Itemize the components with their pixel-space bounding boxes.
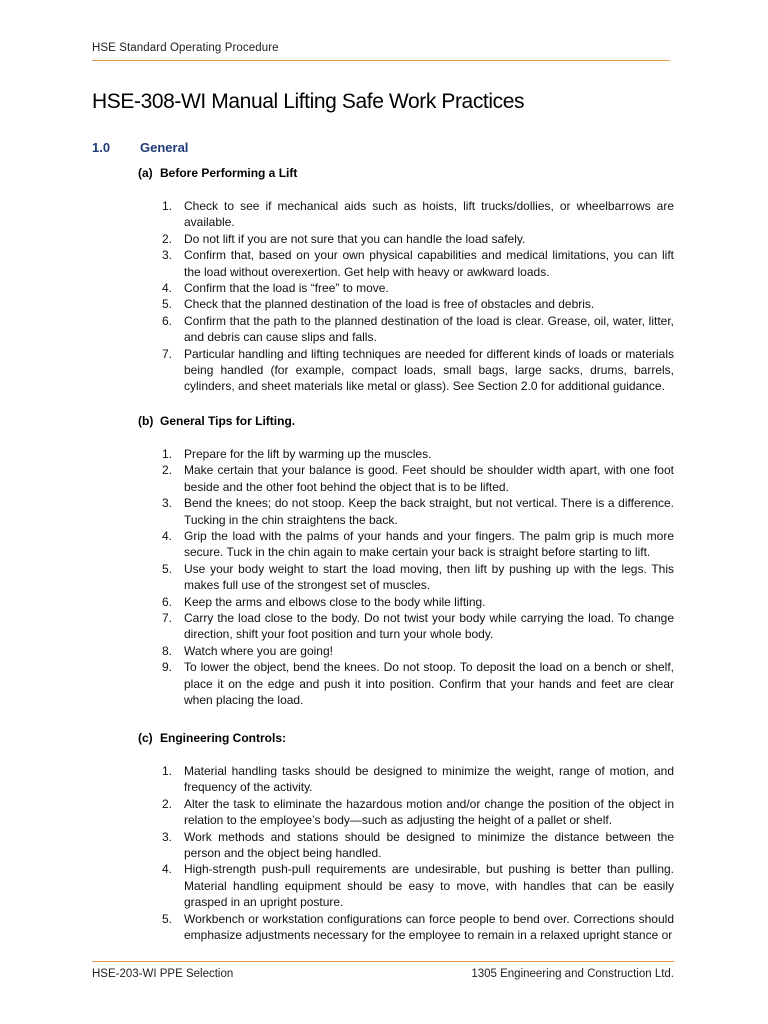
list-item: 5. Check that the planned destination of the load is free of obstacles and debris. [162,297,595,312]
list-item: 1. Check to see if mechanical aids such as hoists, lift trucks/dollies, or wheelbarrows are available. [162,199,674,230]
list-item: 4. High-strength push-pull requirements are undesirable, but pushing is better than pulling. Material handling equipment should be easy to move, with handles that can be easily grasped in an upright posture. [162,862,674,910]
list-item: 4. Confirm that the load is “free” to move. [162,281,389,296]
list-item: 8. Watch where you are going! [162,643,333,658]
list-item: 1. Material handling tasks should be designed to minimize the weight, range of motion, and frequency of the activity. [162,764,674,795]
subsection-b [92,414,674,709]
subsection-letter: (c) [138,731,153,745]
list-item: 3. Work methods and stations should be designed to minimize the distance between the person and the object being handled. [162,829,674,861]
footer-right-text: 1305 Engineering and Construction Ltd. [471,968,674,980]
list-item: 5. Use your body weight to start the load moving, then lift by pushing up with the legs. This makes full use of the strongest set of muscles. [162,561,674,593]
list-item: 1. Prepare for the lift by warming up the muscles. [162,447,432,461]
page-header [92,42,670,61]
section-label: General [140,140,189,155]
subsection-letter: (b) [138,414,154,428]
subsection-c [92,731,674,943]
list-item: 9. To lower the object, bend the knees. Do not stoop. To deposit the load on a bench or shelf, place it on the edge and push it into position. Confirm that your hands and feet are clear when placing the load. [162,660,674,708]
page-footer [92,961,674,980]
subsection-heading [138,166,674,180]
section-number: 1.0 [92,140,111,155]
subsection-a [92,166,674,395]
subsection-title: General Tips for Lifting. [160,414,296,428]
list-item: 2. Make certain that your balance is good. Feet should be shoulder width apart, with one foot beside and the other foot behind the object that is to be lifted. [162,463,674,494]
list-item: 2. Do not lift if you are not sure that you can handle the load safely. [162,231,526,246]
list-item: 7. Carry the load close to the body. Do not twist your body while carrying the load. To change direction, shift your foot position and turn your whole body. [162,611,674,642]
subsection-title: Before Performing a Lift [160,166,298,180]
header-rule [92,60,670,61]
list-item: 6. Confirm that the path to the planned destination of the load is clear. Grease, oil, water, litter, and debris can cause slips and falls. [162,313,674,345]
subsection-letter: (a) [138,166,153,180]
list-a [162,198,674,395]
footer-rule [92,961,674,962]
subsection-title: Engineering Controls: [160,731,286,745]
list-c [162,763,674,943]
list-item: 2. Alter the task to eliminate the hazardous motion and/or change the position of the object in relation to the employee’s body—such as adjusting the height of a pallet or shelf. [162,796,674,828]
list-item: 3. Bend the knees; do not stoop. Keep the back straight, but not vertical. There is a difference. Tucking in the chin straightens the back. [162,496,674,527]
section-heading [92,140,188,155]
document-title: HSE-308-WI Manual Lifting Safe Work Practices [92,90,525,113]
list-item: 6. Keep the arms and elbows close to the body while lifting. [162,594,486,609]
list-item: 3. Confirm that, based on your own physical capabilities and medical limitations, you can lift the load without overexertion. Get help with heavy or awkward loads. [162,248,674,279]
list-item: 5. Workbench or workstation configurations can force people to bend over. Corrections should emphasize adjustments necessary for the employee to remain in a relaxed upright stance or [162,911,674,943]
list-b [162,446,674,709]
list-item: 4. Grip the load with the palms of your hands and your fingers. The palm grip is much more secure. Tuck in the chin again to make certain your back is straight before starting to lift. [162,529,674,560]
header-text: HSE Standard Operating Procedure [92,42,279,54]
list-item: 7. Particular handling and lifting techniques are needed for different kinds of loads or materials being handled (for example, compact loads, small bags, large sacks, drums, barrels, cylinders, and sheet materials like metal or glass). See Section 2.0 for additional guidance. [162,346,674,394]
subsection-heading [138,414,674,428]
subsection-heading [138,731,674,745]
footer-left-text: HSE-203-WI PPE Selection [92,968,234,980]
